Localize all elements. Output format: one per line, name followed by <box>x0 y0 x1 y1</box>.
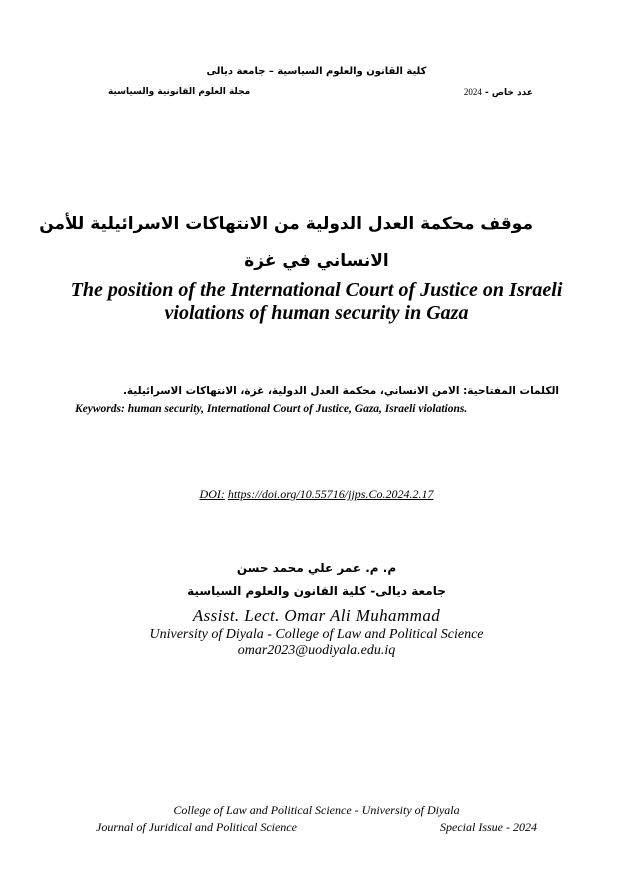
title-arabic-line-1: موقف محكمة العدل الدولية من الانتهاكات الاسرائيلية للأمن <box>39 214 533 234</box>
header-issue-label: عدد خاص - <box>485 88 533 98</box>
footer-journal: Journal of Juridical and Political Science <box>96 820 297 834</box>
author-affiliation-arabic: جامعة ديالى- كلية القانون والعلوم السياسية <box>187 584 446 598</box>
keywords-arabic: الكلمات المفتاحية: الامن الانساني، محكمة العدل الدولية، غزة، الانتهاكات الاسرائيلية. <box>122 385 559 397</box>
author-affiliation-english: University of Diyala - College of Law and Political Science <box>149 627 484 642</box>
header-issue <box>464 87 533 98</box>
doi-label: DOI: <box>199 487 225 501</box>
doi-link[interactable]: https://doi.org/10.55716/jjps.Co.2024.2.17 <box>227 487 434 501</box>
doi-line <box>0 487 633 502</box>
header-issue-year: 2024 <box>463 87 482 97</box>
title-english-line-1: The position of the International Court of Justice on Israeli <box>70 279 563 301</box>
header-journal-name: مجلة العلوم القانونية والسياسية <box>108 87 251 97</box>
author-name-english: Assist. Lect. Omar Ali Muhammad <box>192 606 441 625</box>
header-college: كلية القانون والعلوم السياسية – جامعة ديالى <box>206 66 427 77</box>
author-name-arabic: م. م. عمر علي محمد حسن <box>236 561 397 575</box>
footer-issue: Special Issue - 2024 <box>440 820 537 834</box>
footer-college: College of Law and Political Science - University of Diyala <box>173 803 460 817</box>
title-english-line-2: violations of human security in Gaza <box>164 302 469 324</box>
author-email[interactable]: omar2023@uodiyala.edu.iq <box>237 643 396 658</box>
title-arabic-line-2: الانساني في غزة <box>244 251 389 271</box>
keywords-english: Keywords: human security, International Court of Justice, Gaza, Israeli violations. <box>75 403 468 415</box>
